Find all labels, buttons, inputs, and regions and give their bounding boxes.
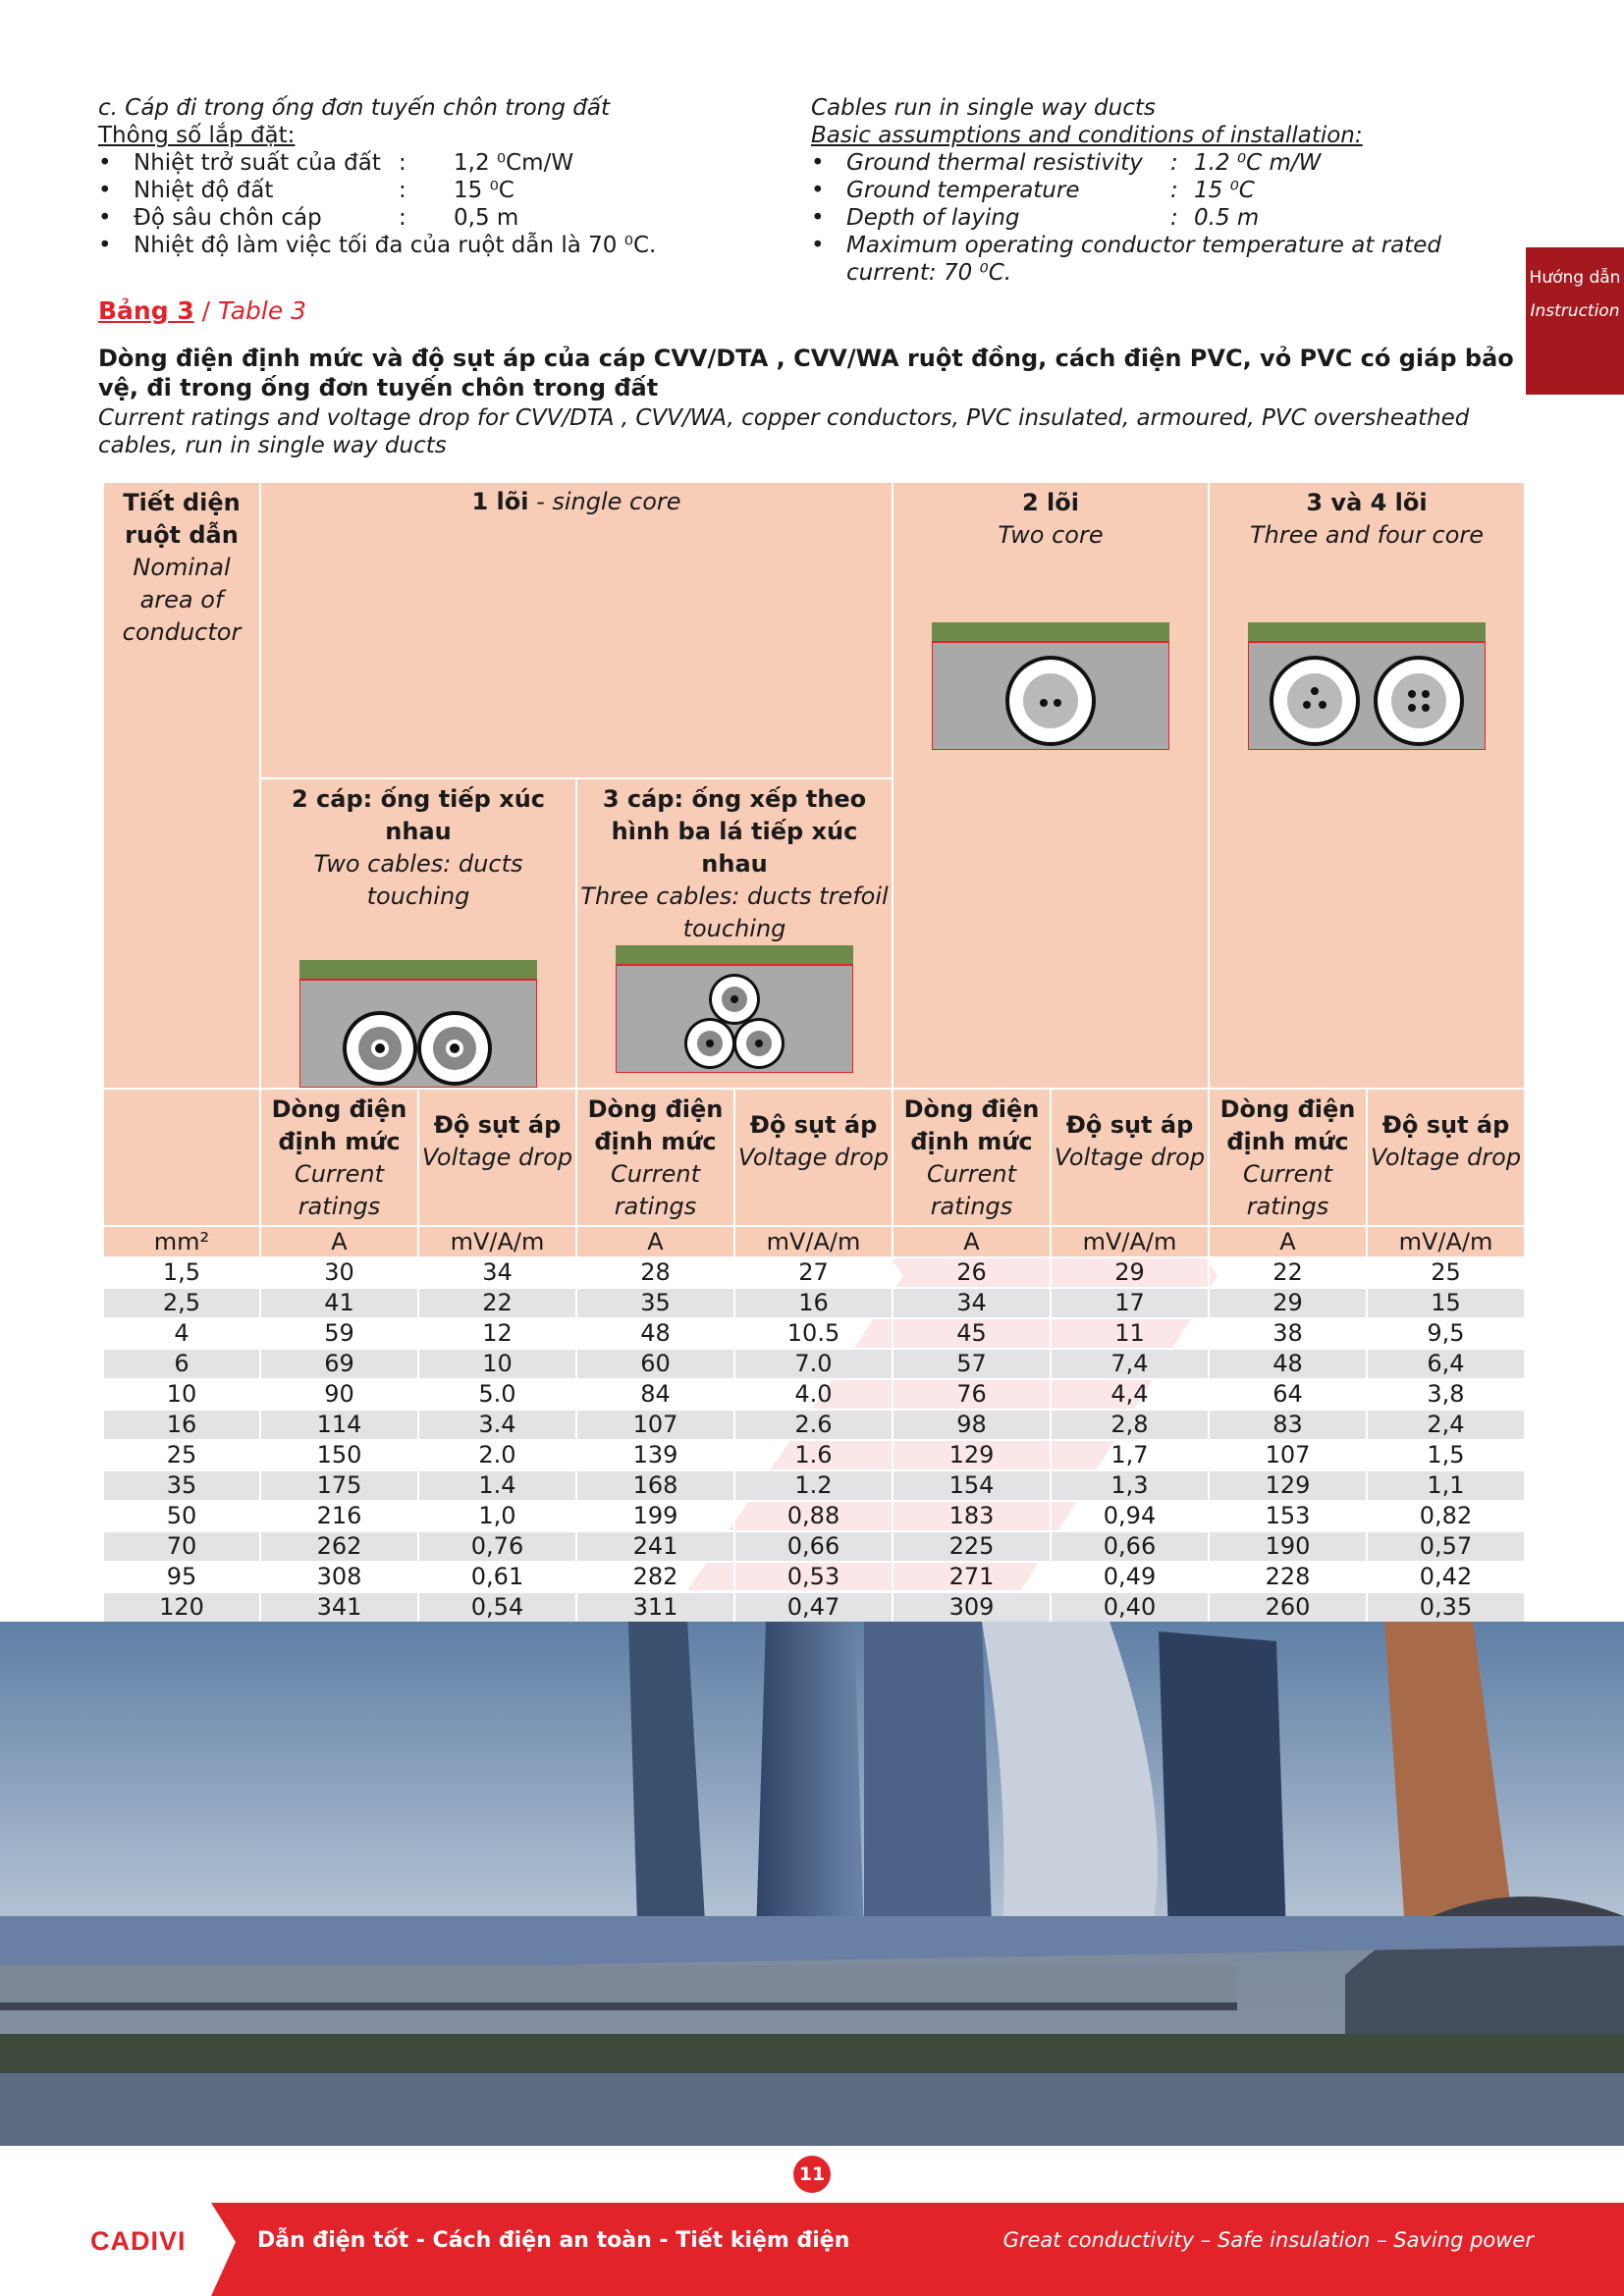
table-cell: 22 [418, 1288, 576, 1318]
header-current: Dòng điện định mức Current ratings [260, 1089, 418, 1226]
table-cell: 45 [893, 1318, 1051, 1349]
table-cell: 5.0 [418, 1379, 576, 1410]
table-cell: 25 [1367, 1257, 1525, 1288]
footer-slogan-en: Great conductivity – Safe insulation – Saving power [1002, 2228, 1534, 2252]
header-current: Dòng điện định mức Current ratings [893, 1089, 1051, 1226]
table-cell: 84 [576, 1379, 734, 1410]
table-cell: 76 [893, 1379, 1051, 1410]
table-cell: 154 [893, 1470, 1051, 1501]
table-cell: 64 [1209, 1379, 1367, 1410]
city-photo [0, 1622, 1624, 2146]
table-row [103, 1531, 1525, 1562]
table-cell: 0,88 [734, 1501, 893, 1531]
table-cell: 0,82 [1367, 1501, 1525, 1531]
table-cell: 17 [1051, 1288, 1209, 1318]
table-cell: 0,49 [1051, 1562, 1209, 1592]
table-cell: 3.4 [418, 1410, 576, 1440]
table-cell: 309 [893, 1592, 1051, 1623]
table-row [103, 1349, 1525, 1379]
table-cell: 95 [103, 1562, 260, 1592]
header-two-cables: 2 cáp: ống tiếp xúc nhau Two cables: ducts touching [260, 778, 576, 1089]
table-cell: 153 [1209, 1501, 1367, 1531]
header-single-core: 1 lõi - single core [260, 482, 893, 778]
table-cell: 7,4 [1051, 1349, 1209, 1379]
table-cell: 98 [893, 1410, 1051, 1440]
table-cell: 260 [1209, 1592, 1367, 1623]
table-cell: 4 [103, 1318, 260, 1349]
section-heading-en: Cables run in single way ducts [811, 95, 1156, 121]
table-row [103, 1318, 1525, 1349]
side-tab-instruction[interactable] [1526, 247, 1624, 395]
table-row [103, 1501, 1525, 1531]
section-subheading-en: Basic assumptions and conditions of installation: [811, 123, 1363, 148]
table-cell: 4,4 [1051, 1379, 1209, 1410]
header-current: Dòng điện định mức Current ratings [576, 1089, 734, 1226]
three-cables-diagram [616, 945, 853, 1073]
table-cell: 26 [893, 1257, 1051, 1288]
table-cell: 22 [1209, 1257, 1367, 1288]
table-cell: 0,76 [418, 1531, 576, 1562]
table-cell: 41 [260, 1288, 418, 1318]
table-title-en: Current ratings and voltage drop for CVV/DTA , CVV/WA, copper conductors, PVC insulated, armoured, PVC oversheathed cables, run in single way ducts [98, 405, 1470, 458]
table-cell: 83 [1209, 1410, 1367, 1440]
table-cell: 7.0 [734, 1349, 893, 1379]
table-cell: 27 [734, 1257, 893, 1288]
table-cell: 3,8 [1367, 1379, 1525, 1410]
param-item: • Nhiệt trở suất của đất : 1,2 ⁰Cm/W [98, 149, 727, 177]
table-cell: 0,42 [1367, 1562, 1525, 1592]
table-cell: 311 [576, 1592, 734, 1623]
table-cell: 216 [260, 1501, 418, 1531]
table-cell: 1,1 [1367, 1470, 1525, 1501]
table-cell: 69 [260, 1349, 418, 1379]
table-cell: 60 [576, 1349, 734, 1379]
header-vdrop: Độ sụt áp Voltage drop [734, 1089, 893, 1226]
section-heading-vi: c. Cáp đi trong ống đơn tuyến chôn trong đất [98, 95, 610, 121]
table-cell: 0,53 [734, 1562, 893, 1592]
table-cell: 48 [576, 1318, 734, 1349]
table-cell: 48 [1209, 1349, 1367, 1379]
table-cell: 0,40 [1051, 1592, 1209, 1623]
table-cell: 0,35 [1367, 1592, 1525, 1623]
table-cell: 129 [893, 1440, 1051, 1470]
table-cell: 0,54 [418, 1592, 576, 1623]
three-four-core-diagram [1248, 622, 1486, 750]
table-cell: 6 [103, 1349, 260, 1379]
table-cell: 28 [576, 1257, 734, 1288]
install-params-vi [98, 94, 727, 259]
table-row [103, 1410, 1525, 1440]
table-cell: 0,66 [734, 1531, 893, 1562]
table-cell: 175 [260, 1470, 418, 1501]
table-cell: 1,0 [418, 1501, 576, 1531]
table-cell: 228 [1209, 1562, 1367, 1592]
table-cell: 308 [260, 1562, 418, 1592]
table-cell: 10 [418, 1349, 576, 1379]
param-item: • Độ sâu chôn cáp : 0,5 m [98, 204, 727, 232]
table-cell: 34 [418, 1257, 576, 1288]
install-params-en [811, 94, 1538, 287]
table-cell: 1,7 [1051, 1440, 1209, 1470]
table-cell: 0,47 [734, 1592, 893, 1623]
table-cell: 107 [1209, 1440, 1367, 1470]
table-cell: 282 [576, 1562, 734, 1592]
table-cell: 120 [103, 1592, 260, 1623]
header-vdrop: Độ sụt áp Voltage drop [1051, 1089, 1209, 1226]
table-row [103, 1288, 1525, 1318]
param-item: • Ground temperature : 15 ⁰C [811, 177, 1538, 204]
table-cell: 341 [260, 1592, 418, 1623]
table-cell: 50 [103, 1501, 260, 1531]
table-cell: 16 [103, 1410, 260, 1440]
table-label: Bảng 3 / Table 3 [98, 296, 307, 325]
table-cell: 1,5 [1367, 1440, 1525, 1470]
side-tab-label-en: Instruction [1530, 301, 1620, 321]
table-cell: 0,94 [1051, 1501, 1209, 1531]
table-cell: 139 [576, 1440, 734, 1470]
table-cell: 262 [260, 1531, 418, 1562]
table-row [103, 1440, 1525, 1470]
header-area: Tiết diện ruột dẫn Nominal area of conductor [103, 482, 260, 1089]
table-title-vi: Dòng điện định mức và độ sụt áp của cáp CVV/DTA , CVV/WA ruột đồng, cách điện PVC, vỏ PVC có giáp bảo vệ, đi trong ống đơn tuyến chôn trong đất [98, 345, 1514, 401]
table-cell: 0,66 [1051, 1531, 1209, 1562]
table-cell: 59 [260, 1318, 418, 1349]
side-tab-label-vi: Hướng dẫn [1529, 268, 1621, 288]
table-cell: 10.5 [734, 1318, 893, 1349]
table-cell: 10 [103, 1379, 260, 1410]
two-core-diagram [932, 622, 1169, 750]
section-subheading-vi: Thông số lắp đặt: [98, 123, 296, 148]
table-cell: 12 [418, 1318, 576, 1349]
table-cell: 38 [1209, 1318, 1367, 1349]
param-item: • Nhiệt độ đất : 15 ⁰C [98, 177, 727, 204]
param-item: • Ground thermal resistivity : 1.2 ⁰C m/W [811, 149, 1538, 177]
table-cell: 15 [1367, 1288, 1525, 1318]
table-cell: 2,4 [1367, 1410, 1525, 1440]
table-cell: 129 [1209, 1470, 1367, 1501]
table-cell: 1,5 [103, 1257, 260, 1288]
param-item: • Maximum operating conductor temperature at rated current: 70 ⁰C. [811, 232, 1538, 287]
table-cell: 241 [576, 1531, 734, 1562]
two-cables-diagram [299, 960, 537, 1088]
table-cell: 2.6 [734, 1410, 893, 1440]
table-cell: 34 [893, 1288, 1051, 1318]
header-three-four-core: 3 và 4 lõi Three and four core [1209, 482, 1525, 1089]
units-row: mm² A mV/A/m A mV/A/m A mV/A/m A mV/A/m [103, 1226, 1525, 1257]
table-cell: 150 [260, 1440, 418, 1470]
table-cell: 30 [260, 1257, 418, 1288]
table-cell: 190 [1209, 1531, 1367, 1562]
table-cell: 1,3 [1051, 1470, 1209, 1501]
table-cell: 29 [1209, 1288, 1367, 1318]
param-item: • Nhiệt độ làm việc tối đa của ruột dẫn là 70 ⁰C. [98, 232, 727, 259]
table-cell: 183 [893, 1501, 1051, 1531]
table-cell: 25 [103, 1440, 260, 1470]
header-three-cables: 3 cáp: ống xếp theo hình ba lá tiếp xúc nhau Three cables: ducts trefoil touching [576, 778, 893, 1089]
table-row [103, 1379, 1525, 1410]
table-cell: 35 [576, 1288, 734, 1318]
table-cell: 35 [103, 1470, 260, 1501]
table-row [103, 1562, 1525, 1592]
table-cell: 225 [893, 1531, 1051, 1562]
table-cell: 199 [576, 1501, 734, 1531]
header-two-core: 2 lõi Two core [893, 482, 1209, 1089]
table-row [103, 1257, 1525, 1288]
header-vdrop: Độ sụt áp Voltage drop [1367, 1089, 1525, 1226]
page-number: 11 [793, 2156, 831, 2193]
cadivi-logo: CADIVI [90, 2226, 187, 2256]
table-cell: 168 [576, 1470, 734, 1501]
header-current: Dòng điện định mức Current ratings [1209, 1089, 1367, 1226]
table-cell: 1.4 [418, 1470, 576, 1501]
table-cell: 4.0 [734, 1379, 893, 1410]
table-cell: 90 [260, 1379, 418, 1410]
table-cell: 107 [576, 1410, 734, 1440]
table-cell: 11 [1051, 1318, 1209, 1349]
footer-slogan-vi: Dẫn điện tốt - Cách điện an toàn - Tiết kiệm điện [257, 2228, 850, 2253]
table-cell: 70 [103, 1531, 260, 1562]
table-cell: 2,8 [1051, 1410, 1209, 1440]
header-vdrop: Độ sụt áp Voltage drop [418, 1089, 576, 1226]
table-cell: 114 [260, 1410, 418, 1440]
param-item: • Depth of laying : 0.5 m [811, 204, 1538, 232]
table-cell: 0,57 [1367, 1531, 1525, 1562]
table-cell: 0,61 [418, 1562, 576, 1592]
table-cell: 9,5 [1367, 1318, 1525, 1349]
table-cell: 6,4 [1367, 1349, 1525, 1379]
table-cell: 2.0 [418, 1440, 576, 1470]
table-cell: 271 [893, 1562, 1051, 1592]
table-cell: 1.2 [734, 1470, 893, 1501]
table-row [103, 1470, 1525, 1501]
table-cell: 29 [1051, 1257, 1209, 1288]
table-cell: 2,5 [103, 1288, 260, 1318]
header-area-spacer [103, 1089, 260, 1226]
table-row [103, 1592, 1525, 1623]
table-cell: 16 [734, 1288, 893, 1318]
table-cell: 57 [893, 1349, 1051, 1379]
table-cell: 1.6 [734, 1440, 893, 1470]
